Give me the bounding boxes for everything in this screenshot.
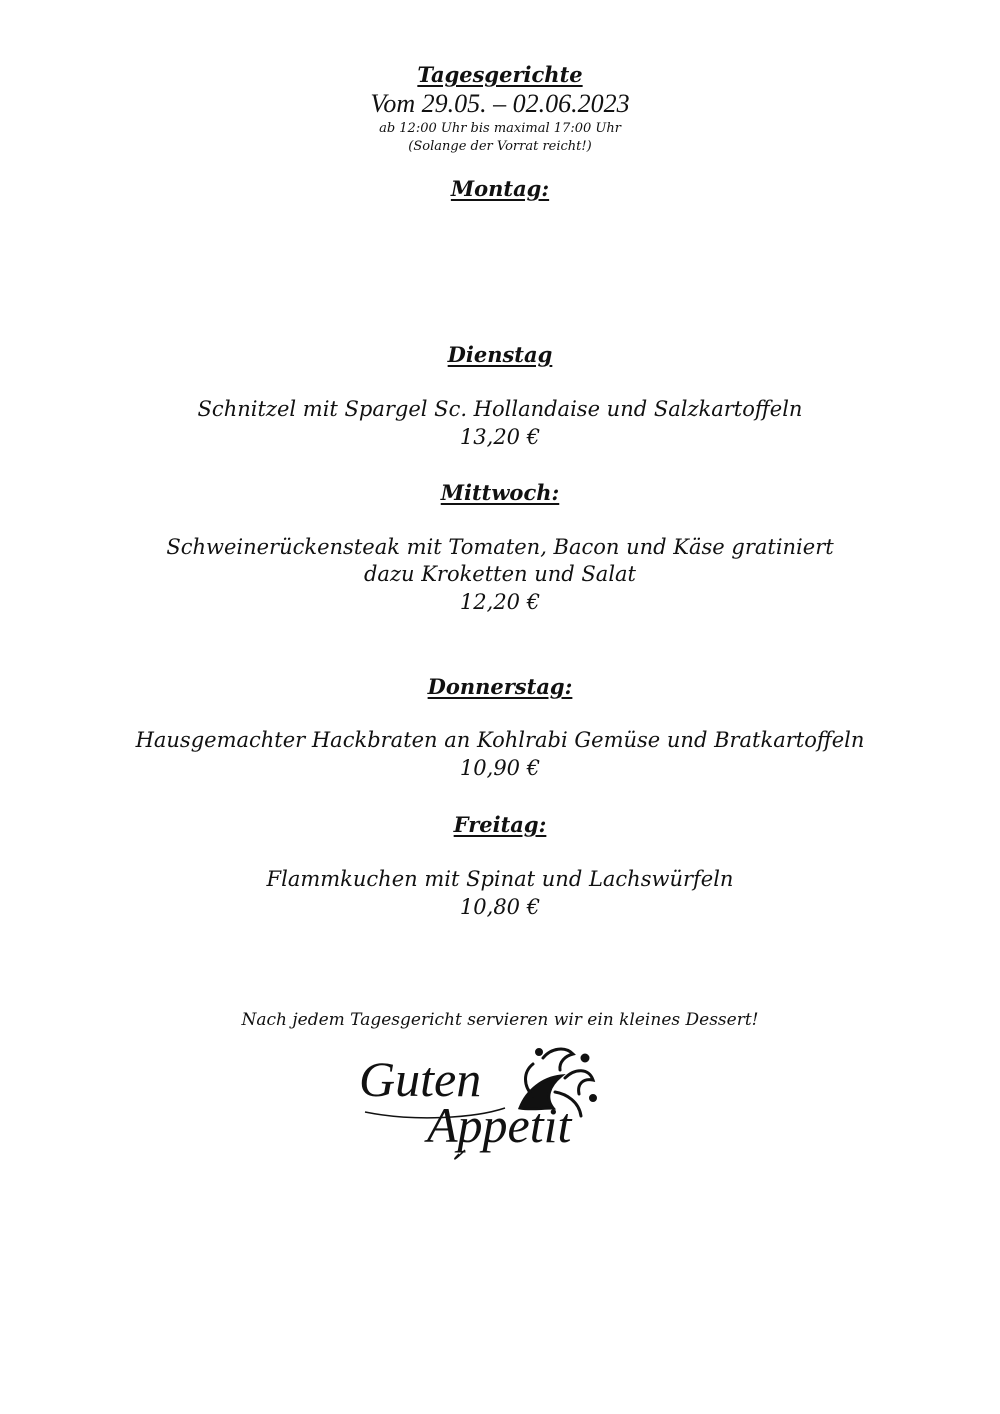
stock-note: (Solange der Vorrat reicht!) xyxy=(408,139,592,154)
signature-word-guten: Guten xyxy=(359,1051,482,1107)
menu-title: Tagesgerichte xyxy=(417,62,583,87)
price-wednesday: 12,20 € xyxy=(459,590,541,614)
dish-friday: Flammkuchen mit Spinat und Lachswürfeln xyxy=(266,867,734,891)
day-heading-wednesday: Mittwoch: xyxy=(440,480,560,505)
day-heading-tuesday: Dienstag xyxy=(447,342,553,367)
dish-tuesday: Schnitzel mit Spargel Sc. Hollandaise und Salzkartoffeln xyxy=(197,397,803,421)
day-heading-friday: Freitag: xyxy=(453,812,547,837)
serving-hours: ab 12:00 Uhr bis maximal 17:00 Uhr xyxy=(379,121,621,136)
dish-wednesday-line2: dazu Kroketten und Salat xyxy=(363,562,636,586)
price-thursday: 10,90 € xyxy=(459,756,541,780)
signature-word-appetit: Appetit xyxy=(427,1097,572,1153)
guten-appetit-signature xyxy=(355,1038,605,1163)
price-tuesday: 13,20 € xyxy=(459,425,541,449)
date-range: Vom 29.05. – 02.06.2023 xyxy=(370,89,630,118)
day-heading-thursday: Donnerstag: xyxy=(427,674,573,699)
dish-wednesday-line1: Schweinerückensteak mit Tomaten, Bacon und Käse gratiniert xyxy=(166,535,834,559)
dessert-note: Nach jedem Tagesgericht servieren wir ein kleines Dessert! xyxy=(241,1010,759,1030)
price-friday: 10,80 € xyxy=(459,895,541,919)
day-heading-monday: Montag: xyxy=(450,176,550,201)
dish-thursday: Hausgemachter Hackbraten an Kohlrabi Gemüse und Bratkartoffeln xyxy=(135,728,865,752)
